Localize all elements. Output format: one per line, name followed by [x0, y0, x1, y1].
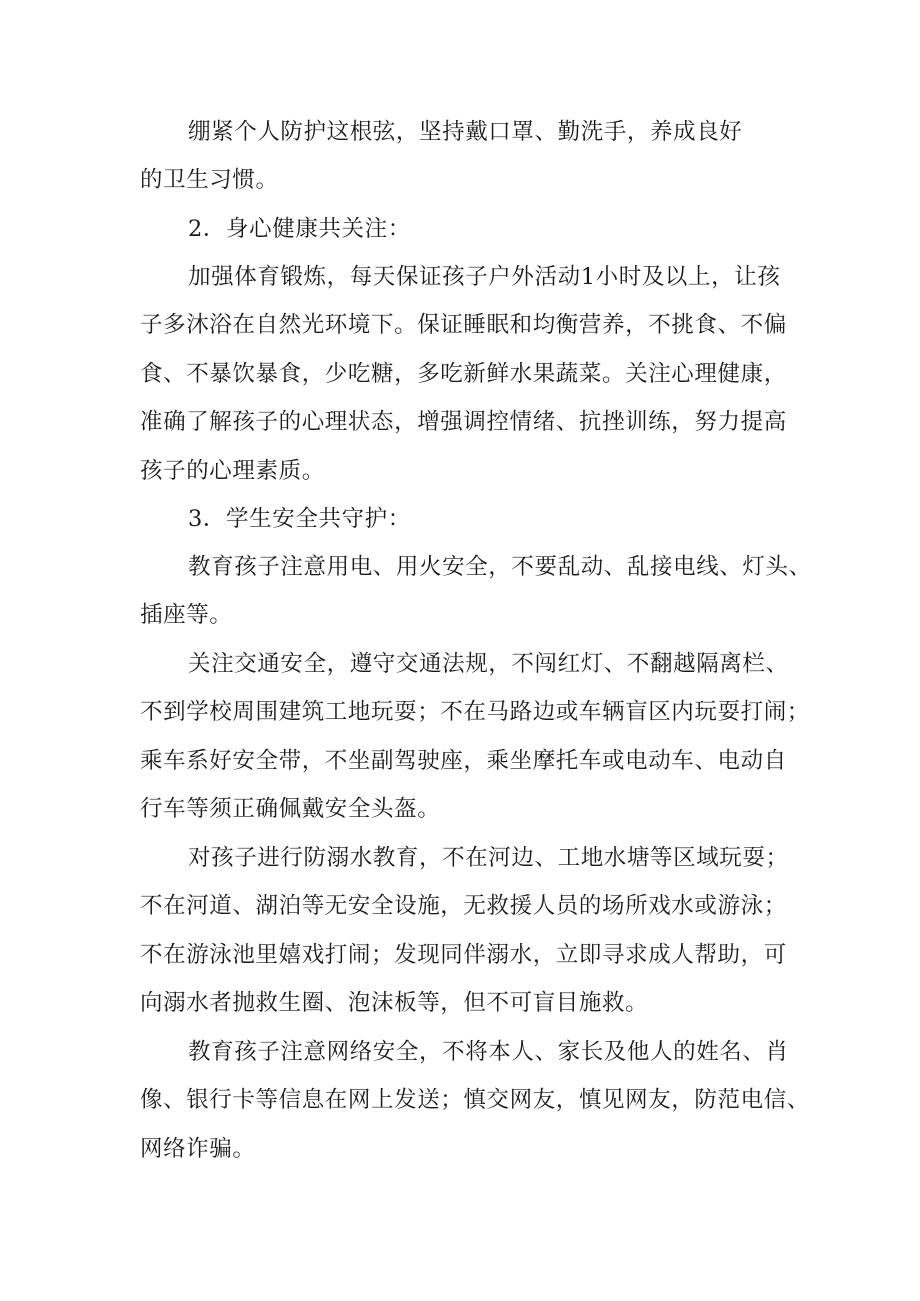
paragraph-traffic-safety	[140, 640, 810, 834]
text-line: 关注交通安全，遵守交通法规，不闯红灯、不翻越隔离栏、	[188, 651, 789, 677]
text-line: 3．学生安全共守护：	[188, 506, 411, 532]
text-line: 准确了解孩子的心理状态，增强调控情绪、抗挫训练，努力提高	[140, 409, 787, 436]
section-heading-safety	[140, 495, 795, 543]
text-line: 不到学校周围建筑工地玩耍；不在马路边或车辆盲区内玩耍打闹；	[140, 699, 810, 726]
text-line: 2．身心健康共关注：	[188, 216, 411, 242]
text-line: 向溺水者抛救生圈、泡沫板等，但不可盲目施救。	[140, 990, 649, 1017]
paragraph-drowning-prevention	[140, 834, 795, 1028]
text-line: 不在游泳池里嬉戏打闹；发现同伴溺水，立即寻求成人帮助，可	[140, 941, 787, 968]
paragraph-internet-safety	[140, 1028, 810, 1173]
text-line: 的卫生习惯。	[140, 167, 279, 194]
text-line: 子多沐浴在自然光环境下。保证睡眠和均衡营养，不挑食、不偏	[140, 312, 787, 339]
text-line: 教育孩子注意网络安全，不将本人、家长及他人的姓名、肖	[188, 1039, 789, 1065]
text-line: 对孩子进行防溺水教育，不在河边、工地水塘等区域玩耍；	[188, 845, 789, 871]
text-line: 插座等。	[140, 602, 233, 629]
paragraph-electric-safety	[140, 543, 812, 640]
text-line: 绷紧个人防护这根弦，坚持戴口罩、勤洗手，养成良好	[188, 119, 743, 145]
text-line: 不在河道、湖泊等无安全设施，无救援人员的场所戏水或游泳；	[140, 893, 787, 920]
text-line: 孩子的心理素质。	[140, 457, 325, 484]
text-line: 教育孩子注意用电、用火安全，不要乱动、乱接电线、灯头、	[188, 554, 812, 580]
section-heading-health	[140, 205, 795, 253]
paragraph-hygiene	[140, 108, 795, 205]
text-line: 网络诈骗。	[140, 1135, 256, 1162]
paragraph-health	[140, 253, 795, 495]
text-line: 乘车系好安全带，不坐副驾驶座，乘坐摩托车或电动车、电动自	[140, 747, 787, 774]
text-line: 食、不暴饮暴食，少吃糖，多吃新鲜水果蔬菜。关注心理健康，	[140, 360, 787, 387]
text-line: 行车等须正确佩戴安全头盔。	[140, 796, 441, 823]
text-line: 加强体育锻炼，每天保证孩子户外活动1小时及以上，让孩	[188, 264, 781, 290]
text-line: 像、银行卡等信息在网上发送；慎交网友，慎见网友，防范电信、	[140, 1087, 810, 1114]
